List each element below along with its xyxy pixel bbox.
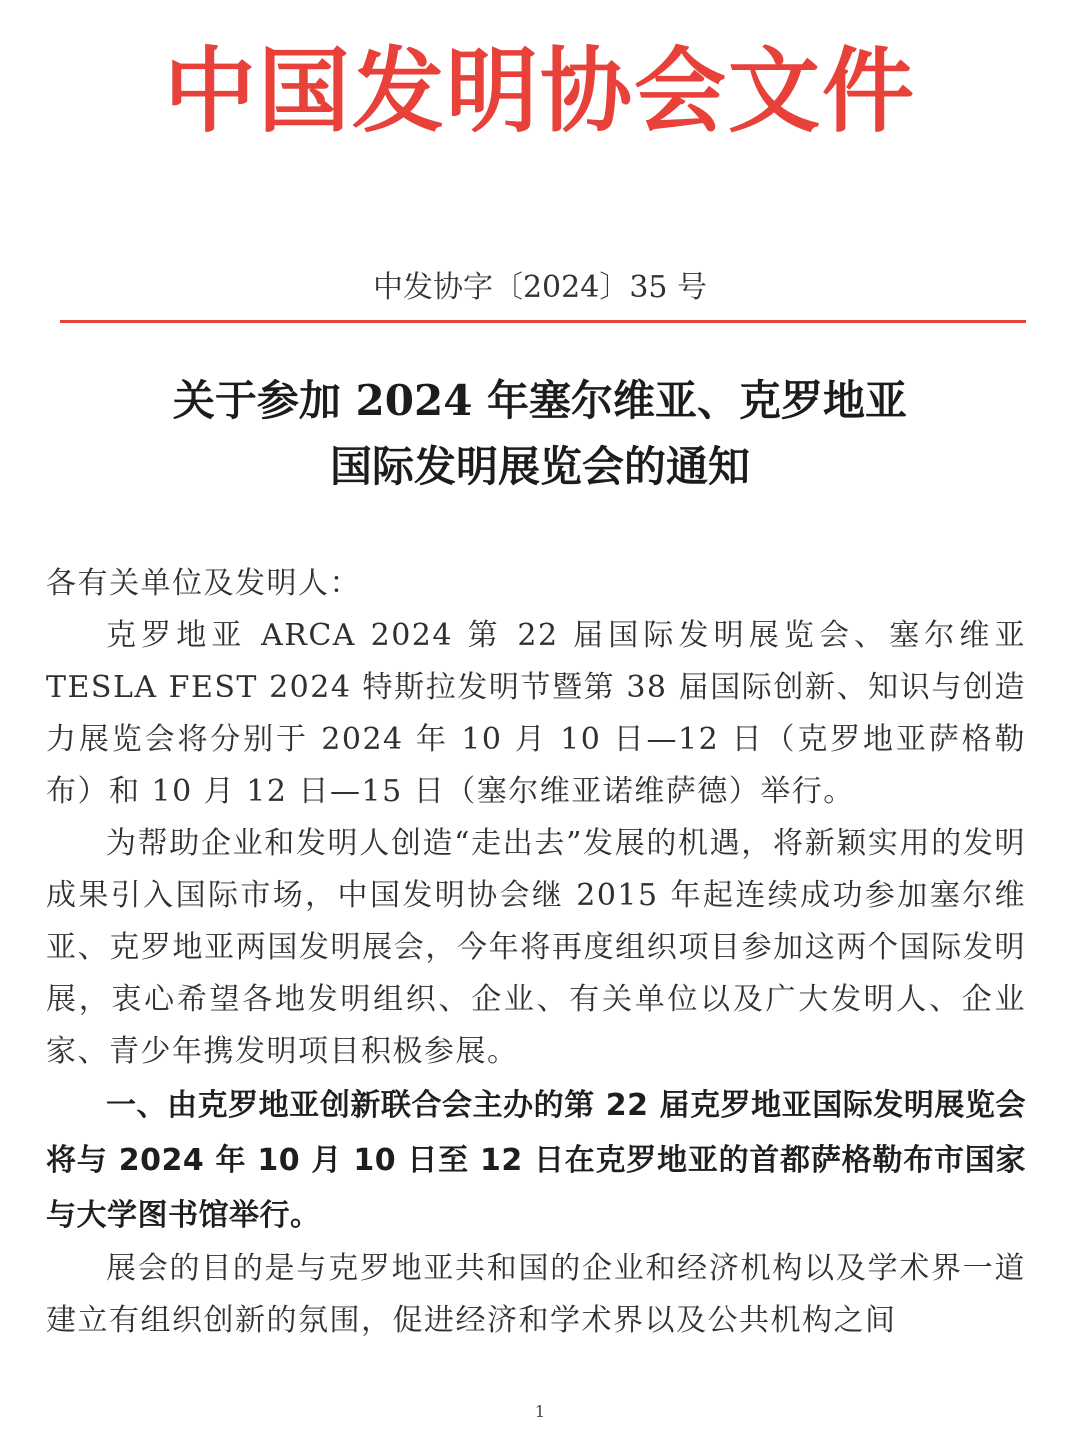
document-masthead: 中国发明协会文件 (163, 38, 916, 145)
title-line-2: 国际发明展览会的通知 (329, 442, 750, 491)
red-divider-line (60, 320, 1026, 323)
document-title (0, 368, 1080, 500)
document-body (46, 558, 1026, 1347)
salutation: 各有关单位及发明人： (46, 566, 361, 601)
paragraph-2: 为帮助企业和发明人创造“走出去”发展的机遇，将新颖实用的发明成果引入国际市场，中国发明协会继 2015 年起连续成功参加塞尔维亚、克罗地亚两国发明展会，今年将再度组织项目参加这两个国际发明展，衷心希望各地发明组织、企业、有关单位以及广大发明人、企业家、青少年携发明项目积极参展。 (46, 826, 1026, 1069)
page-number: 1 (534, 1402, 546, 1421)
section-1-heading: 一、由克罗地亚创新联合会主办的第 22 届克罗地亚国际发明展览会将与 2024 年 10 月 10 日至 12 日在克罗地亚的首都萨格勒布市国家与大学图书馆举行。 (46, 1088, 1026, 1233)
document-number: 中发协字〔2024〕35 号 (372, 270, 708, 305)
title-line-1: 关于参加 2024 年塞尔维亚、克罗地亚 (172, 376, 908, 425)
paragraph-1: 克罗地亚 ARCA 2024 第 22 届国际发明展览会、塞尔维亚 TESLA FEST 2024 特斯拉发明节暨第 38 届国际创新、知识与创造力展览会将分别于 2024 年 10 月 10 日—12 日（克罗地亚萨格勒布）和 10 月 12 日—15 日（塞尔维亚诺维萨德）举行。 (46, 618, 1026, 809)
section-1-paragraph: 展会的目的是与克罗地亚共和国的企业和经济机构以及学术界一道建立有组织创新的氛围，促进经济和学术界以及公共机构之间 (46, 1251, 1026, 1338)
